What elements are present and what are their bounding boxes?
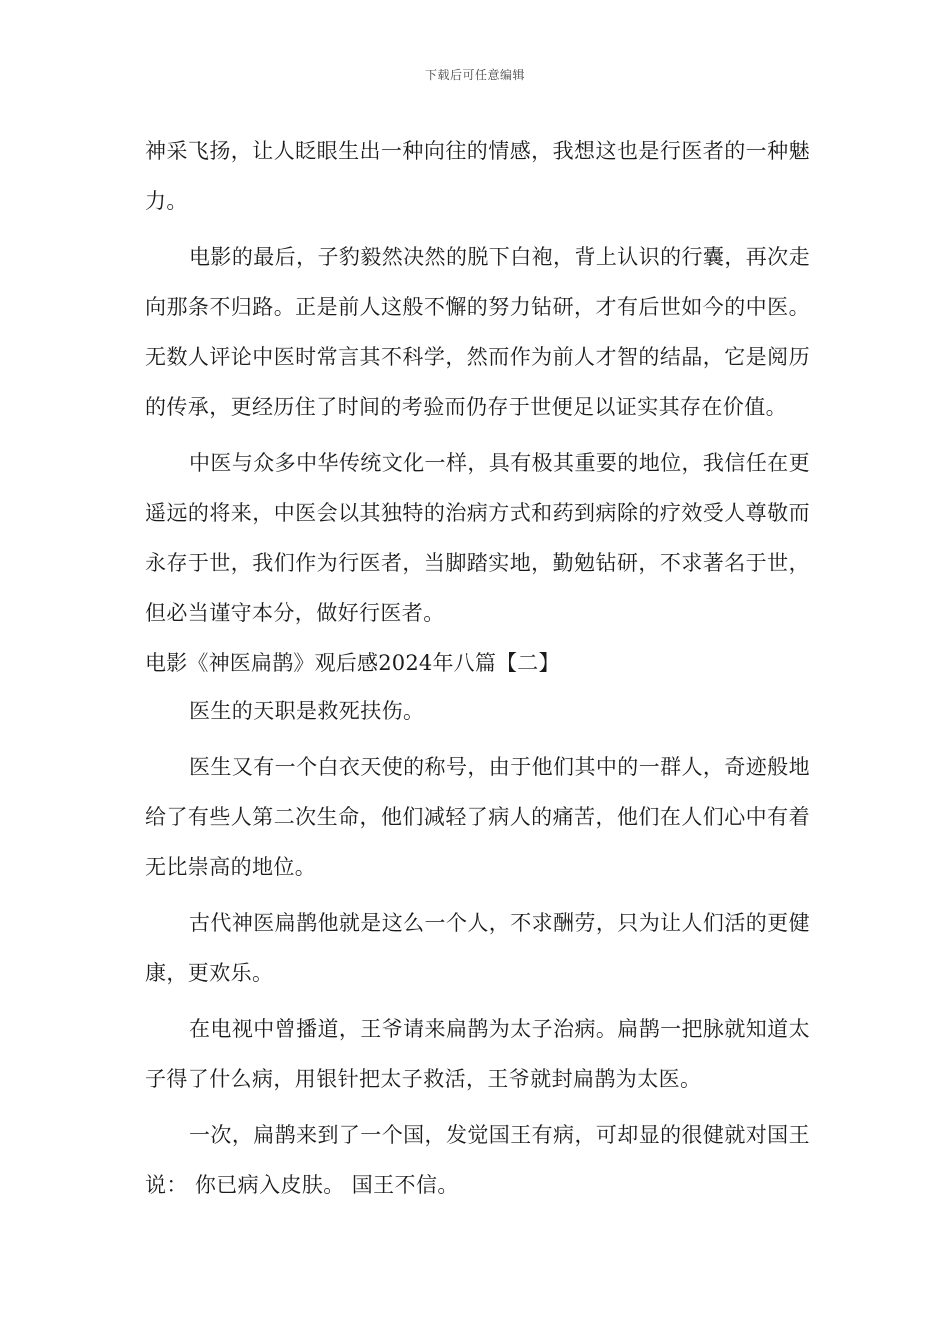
section-heading: 电影《神医扁鹊》观后感2024年八篇【二】	[145, 651, 560, 675]
paragraph-7: 在电视中曾播道，王爷请来扁鹊为太子治病。扁鹊一把脉就知道太子得了什么病，用银针把太子救活，王爷就封扁鹊为太医。	[145, 1017, 810, 1091]
paragraph-4: 医生的天职是救死扶伤。	[189, 699, 425, 723]
paragraph-2: 电影的最后，子豹毅然决然的脱下白袍，背上认识的行囊，再次走向那条不归路。正是前人这般不懈的努力钻研，才有后世如今的中医。无数人评论中医时常言其不科学，然而作为前人才智的结晶，它是阅历的传承，更经历住了时间的考验而仍存于世便足以证实其存在价值。	[145, 245, 810, 419]
document-body	[145, 126, 810, 1216]
paragraph-3: 中医与众多中华传统文化一样，具有极其重要的地位，我信任在更遥远的将来，中医会以其独特的治病方式和药到病除的疗效受人尊敬而永存于世，我们作为行医者，当脚踏实地，勤勉钻研，不求著名于世，但必当谨守本分，做好行医者。	[145, 451, 810, 625]
paragraph-6: 古代神医扁鹊他就是这么一个人，不求酬劳，只为让人们活的更健康，更欢乐。	[145, 911, 810, 985]
paragraph-8: 一次，扁鹊来到了一个国，发觉国王有病，可却显的很健就对国王说： 你已病入皮肤。 国王不信。	[145, 1123, 810, 1197]
paragraph-1: 神采飞扬，让人眨眼生出一种向往的情感，我想这也是行医者的一种魅力。	[145, 139, 810, 213]
paragraph-5: 医生又有一个白衣天使的称号，由于他们其中的一群人，奇迹般地给了有些人第二次生命，他们减轻了病人的痛苦，他们在人们心中有着无比崇高的地位。	[145, 755, 810, 879]
page-header: 下载后可任意编辑	[424, 68, 525, 82]
